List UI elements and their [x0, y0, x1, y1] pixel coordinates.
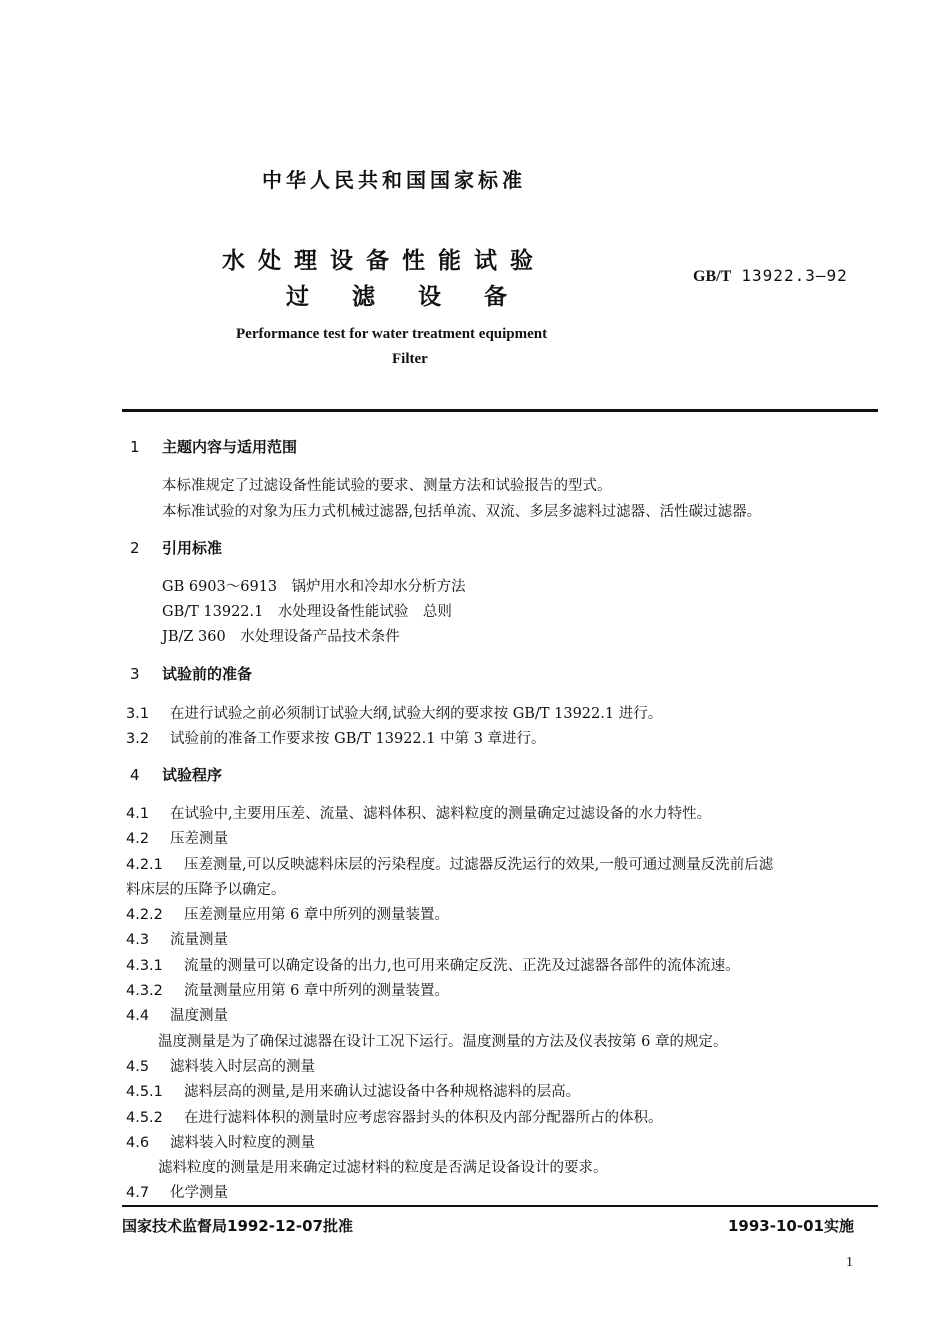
section-number: 2	[130, 539, 140, 557]
clause-4-2	[126, 827, 228, 848]
clause-text: 化学测量	[170, 1185, 228, 1201]
clause-number: 4.5.1	[126, 1084, 163, 1100]
english-subtitle: Filter	[392, 351, 428, 367]
clause-number: 4.3.1	[126, 958, 163, 974]
clause-number: 4.3	[126, 932, 150, 948]
footer-divider	[122, 1205, 878, 1207]
clause-number: 4.3.2	[126, 983, 163, 999]
section-4-heading	[130, 764, 222, 785]
header-divider	[122, 409, 878, 412]
clause-3-2	[126, 727, 546, 748]
clause-4-4	[126, 1004, 228, 1025]
clause-4-1	[126, 802, 711, 823]
clause-4-2-2	[126, 903, 449, 924]
clause-4-3-2	[126, 979, 449, 1000]
clause-text: 在进行试验之前必须制订试验大纲,试验大纲的要求按 GB/T 13922.1 进行。	[170, 706, 663, 722]
clause-4-2-1	[126, 853, 773, 874]
page-number: 1	[846, 1255, 853, 1270]
paragraph: 本标准试验的对象为压力式机械过滤器,包括单流、双流、多层多滤料过滤器、活性碳过滤器。	[162, 504, 762, 520]
section-number: 3	[130, 665, 140, 683]
clause-number: 4.2	[126, 831, 150, 847]
clause-number: 4.2.1	[126, 857, 163, 873]
section-title: 主题内容与适用范围	[162, 438, 298, 456]
clause-continuation: 料床层的压降予以确定。	[126, 882, 286, 898]
clause-number: 3.2	[126, 731, 150, 747]
standard-code-number: 13922.3—92	[741, 266, 848, 285]
clause-3-1	[126, 702, 662, 723]
clause-number: 4.1	[126, 806, 150, 822]
clause-text: 滤料装入时粒度的测量	[170, 1135, 315, 1151]
paragraph: 温度测量是为了确保过滤器在设计工况下运行。温度测量的方法及仪表按第 6 章的规定。	[158, 1034, 728, 1050]
effective-date: 1993-10-01实施	[728, 1217, 854, 1235]
clause-4-5	[126, 1055, 315, 1076]
clause-4-7	[126, 1181, 228, 1202]
clause-number: 4.7	[126, 1185, 150, 1201]
clause-4-6	[126, 1131, 315, 1152]
clause-text: 温度测量	[170, 1008, 228, 1024]
paragraph: 滤料粒度的测量是用来确定过滤材料的粒度是否满足设备设计的要求。	[158, 1160, 608, 1176]
clause-4-3	[126, 928, 228, 949]
clause-4-5-2	[126, 1106, 663, 1127]
paragraph: 本标准规定了过滤设备性能试验的要求、测量方法和试验报告的型式。	[162, 478, 612, 494]
section-number: 1	[130, 438, 140, 456]
english-title: Performance test for water treatment equipment	[236, 326, 548, 342]
document-title: 水处理设备性能试验	[222, 248, 546, 274]
clause-number: 3.1	[126, 706, 150, 722]
clause-number: 4.6	[126, 1135, 150, 1151]
reference-item: GB/T 13922.1 水处理设备性能试验 总则	[162, 604, 452, 620]
clause-number: 4.5	[126, 1059, 150, 1075]
reference-item: GB 6903～6913 锅炉用水和冷却水分析方法	[162, 579, 466, 595]
clause-4-5-1	[126, 1080, 580, 1101]
clause-text: 压差测量	[170, 831, 228, 847]
clause-text: 流量测量应用第 6 章中所列的测量装置。	[184, 983, 449, 999]
standard-code-prefix: GB/T	[693, 268, 732, 285]
section-title: 试验程序	[162, 766, 223, 784]
clause-text: 流量的测量可以确定设备的出力,也可用来确定反洗、正洗及过滤器各部件的流体流速。	[184, 958, 740, 974]
clause-number: 4.5.2	[126, 1110, 163, 1126]
clause-text: 试验前的准备工作要求按 GB/T 13922.1 中第 3 章进行。	[170, 731, 546, 747]
section-number: 4	[130, 766, 140, 784]
clause-text: 压差测量应用第 6 章中所列的测量装置。	[184, 907, 449, 923]
reference-item: JB/Z 360 水处理设备产品技术条件	[162, 629, 400, 645]
section-title: 试验前的准备	[162, 665, 253, 683]
section-3-heading	[130, 663, 252, 684]
clause-number: 4.4	[126, 1008, 150, 1024]
clause-text: 流量测量	[170, 932, 228, 948]
clause-4-3-1	[126, 954, 740, 975]
approval-date: 国家技术监督局1992-12-07批准	[122, 1217, 353, 1235]
section-1-heading	[130, 436, 297, 457]
section-title: 引用标准	[162, 539, 223, 557]
clause-text: 在进行滤料体积的测量时应考虑容器封头的体积及内部分配器所占的体积。	[184, 1110, 663, 1126]
clause-text: 在试验中,主要用压差、流量、滤料体积、滤料粒度的测量确定过滤设备的水力特性。	[170, 806, 712, 822]
clause-text: 滤料装入时层高的测量	[170, 1059, 315, 1075]
clause-text: 滤料层高的测量,是用来确认过滤设备中各种规格滤料的层高。	[184, 1084, 581, 1100]
standard-code	[693, 266, 848, 286]
national-standard-heading: 中华人民共和国国家标准	[262, 168, 526, 192]
clause-text: 压差测量,可以反映滤料床层的污染程度。过滤器反洗运行的效果,一般可通过测量反洗前后滤	[184, 857, 774, 873]
section-2-heading	[130, 537, 222, 558]
document-subtitle: 过滤设备	[286, 284, 550, 310]
clause-number: 4.2.2	[126, 907, 163, 923]
